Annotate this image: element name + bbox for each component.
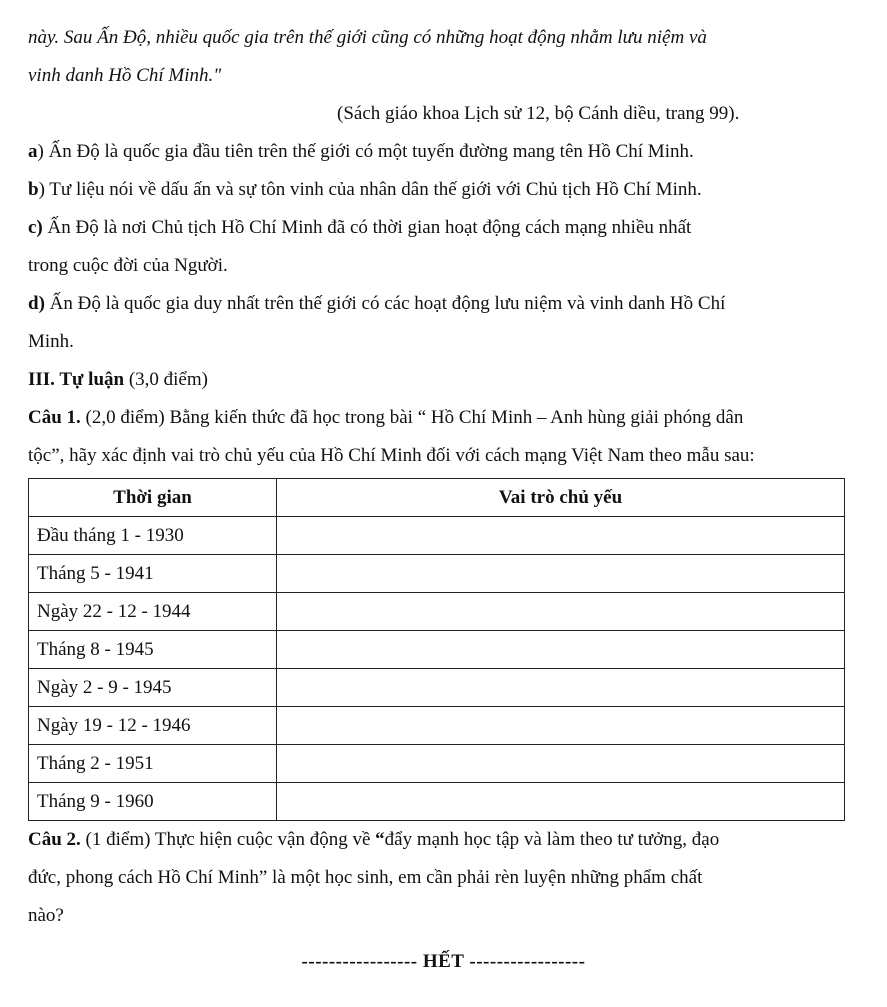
table-row	[29, 517, 845, 555]
table-row	[29, 745, 845, 783]
header-role: Vai trò chủ yếu	[277, 479, 845, 517]
statement-c-continued: trong cuộc đời của Người.	[28, 255, 228, 276]
section-3-title: III. Tự luận	[28, 369, 125, 390]
question-2-text-post: đẩy mạnh học tập và làm theo tư tưởng, đạo	[384, 829, 720, 850]
exam-page	[0, 19, 887, 981]
question-2-open-quote: “	[375, 829, 385, 850]
role-cell	[277, 783, 845, 821]
time-cell: Tháng 9 - 1960	[29, 783, 277, 821]
section-3-points: (3,0 điểm)	[124, 369, 208, 390]
question-2-label: Câu 2.	[28, 829, 81, 850]
statement-a	[28, 133, 859, 171]
role-cell	[277, 669, 845, 707]
statement-c-text: Ấn Độ là nơi Chủ tịch Hồ Chí Minh đã có thời gian hoạt động cách mạng nhiều nhất	[42, 217, 692, 238]
statement-d-letter: d)	[28, 293, 45, 314]
statement-c	[28, 209, 859, 247]
question-1-line-1	[28, 399, 859, 437]
statement-d-continued: Minh.	[28, 331, 74, 352]
time-cell: Ngày 19 - 12 - 1946	[29, 707, 277, 745]
table-row	[29, 783, 845, 821]
question-2-line-3: nào?	[28, 905, 64, 926]
question-2-line-1	[28, 821, 859, 859]
time-cell: Tháng 2 - 1951	[29, 745, 277, 783]
time-cell: Ngày 2 - 9 - 1945	[29, 669, 277, 707]
question-2-text-pre: (1 điểm) Thực hiện cuộc vận động về	[80, 829, 376, 850]
header-time: Thời gian	[29, 479, 277, 517]
role-cell	[277, 517, 845, 555]
role-cell	[277, 745, 845, 783]
statement-d-text: Ấn Độ là quốc gia duy nhất trên thế giới có các hoạt động lưu niệm và vinh danh Hồ Chí	[44, 293, 726, 314]
quote-line-2: vinh danh Hồ Chí Minh."	[28, 65, 222, 86]
time-cell: Đầu tháng 1 - 1930	[29, 517, 277, 555]
statement-a-letter: a	[28, 141, 38, 162]
role-cell	[277, 707, 845, 745]
table-header-row	[29, 479, 845, 517]
question-1-line-2: tộc”, hãy xác định vai trò chủ yếu của Hồ Chí Minh đối với cách mạng Việt Nam theo mẫu sau:	[28, 445, 755, 466]
statement-d	[28, 285, 859, 323]
end-marker: ----------------- HẾT -----------------	[301, 951, 586, 972]
table-row	[29, 707, 845, 745]
quote-line-1: này. Sau Ấn Độ, nhiều quốc gia trên thế giới cũng có những hoạt động nhằm lưu niệm và	[28, 27, 707, 48]
table-row	[29, 631, 845, 669]
time-cell: Tháng 8 - 1945	[29, 631, 277, 669]
question-1-label: Câu 1.	[28, 407, 81, 428]
table-row	[29, 669, 845, 707]
time-cell: Ngày 22 - 12 - 1944	[29, 593, 277, 631]
role-cell	[277, 631, 845, 669]
question-1-text: (2,0 điểm) Bằng kiến thức đã học trong bài “ Hồ Chí Minh – Anh hùng giải phóng dân	[80, 407, 744, 428]
table-row	[29, 555, 845, 593]
quote-source: (Sách giáo khoa Lịch sử 12, bộ Cánh diều, trang 99).	[337, 103, 740, 124]
statement-b-letter: b	[28, 179, 39, 200]
answer-table	[28, 478, 845, 821]
question-2-line-2: đức, phong cách Hồ Chí Minh” là một học sinh, em cần phải rèn luyện những phẩm chất	[28, 867, 703, 888]
statement-b-text: ) Tư liệu nói về dấu ấn và sự tôn vinh của nhân dân thế giới với Chủ tịch Hồ Chí Minh.	[38, 179, 702, 200]
role-cell	[277, 555, 845, 593]
statement-b	[28, 171, 859, 209]
role-cell	[277, 593, 845, 631]
section-3-heading	[28, 361, 859, 399]
statement-c-letter: c)	[28, 217, 43, 238]
statement-a-text: ) Ấn Độ là quốc gia đầu tiên trên thế giới có một tuyến đường mang tên Hồ Chí Minh.	[37, 141, 694, 162]
time-cell: Tháng 5 - 1941	[29, 555, 277, 593]
table-row	[29, 593, 845, 631]
